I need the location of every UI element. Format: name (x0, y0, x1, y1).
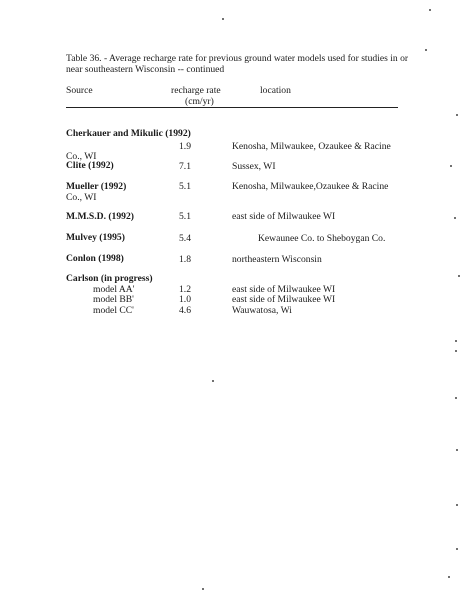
scan-speck (222, 18, 224, 20)
scan-speck (202, 588, 204, 590)
row-location: Wauwatosa, Wi (232, 305, 292, 316)
row-source: Carlson (in progress) (66, 273, 153, 284)
row-location: Kenosha, Milwaukee, Ozaukee & Racine (232, 141, 391, 152)
scan-speck (456, 504, 458, 506)
table-caption-line-2: near southeastern Wisconsin -- continued (66, 64, 225, 75)
row-source: Cherkauer and Mikulic (1992) (66, 128, 191, 139)
row-model-name: model BB' (93, 294, 134, 305)
row-rate: 1.8 (179, 254, 191, 265)
table-caption-line-1: Table 36. - Average recharge rate for previous ground water models used for studies in or (66, 53, 409, 64)
row-location: Sussex, WI (232, 161, 276, 172)
header-rule (66, 107, 398, 108)
row-location: east side of Milwaukee WI (232, 294, 336, 305)
row-location: northeastern Wisconsin (232, 254, 322, 265)
row-rate: 5.1 (179, 181, 191, 192)
scan-speck (425, 49, 427, 51)
scan-speck (456, 114, 458, 116)
header-units: (cm/yr) (185, 96, 214, 107)
scan-speck (429, 9, 431, 11)
row-source: Mueller (1992) (66, 181, 127, 192)
row-location: east side of Milwaukee WI (232, 211, 336, 222)
scan-speck (455, 397, 457, 399)
scan-speck (455, 340, 457, 342)
scan-speck (456, 449, 458, 451)
row-source: Clite (1992) (66, 160, 114, 171)
row-rate: 4.6 (179, 305, 191, 316)
scan-speck (458, 275, 460, 277)
scan-speck (448, 576, 450, 578)
header-recharge-rate: recharge rate (171, 85, 221, 96)
row-source: Conlon (1998) (66, 253, 124, 264)
scan-speck (454, 217, 456, 219)
row-source-continuation: Co., WI (66, 151, 97, 162)
scan-speck (456, 548, 458, 550)
row-source: M.M.S.D. (1992) (66, 211, 134, 222)
row-model-name: model AA' (93, 284, 135, 295)
row-rate: 1.2 (179, 284, 191, 295)
row-rate: 1.9 (179, 141, 191, 152)
row-location: Kewaunee Co. to Sheboygan Co. (258, 233, 386, 244)
scan-speck (455, 350, 457, 352)
row-rate: 1.0 (179, 294, 191, 305)
row-rate: 5.1 (179, 211, 191, 222)
scan-speck (212, 380, 214, 382)
header-source: Source (66, 85, 93, 96)
row-source: Mulvey (1995) (66, 232, 125, 243)
scan-speck (450, 165, 452, 167)
row-rate: 7.1 (179, 161, 191, 172)
row-source-continuation: Co., WI (66, 192, 97, 203)
header-location: location (260, 85, 291, 96)
row-model-name: model CC' (93, 305, 134, 316)
row-location: east side of Milwaukee WI (232, 284, 336, 295)
row-rate: 5.4 (179, 233, 191, 244)
row-location: Kenosha, Milwaukee,Ozaukee & Racine (232, 181, 389, 192)
